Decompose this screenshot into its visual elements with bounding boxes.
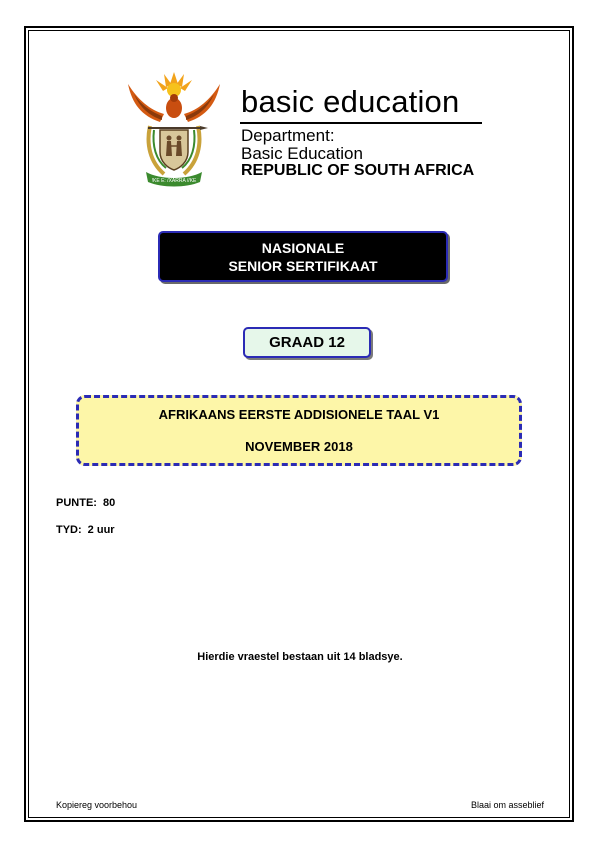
marks-label: PUNTE: xyxy=(56,497,97,509)
department-label: Department: xyxy=(241,126,335,145)
certificate-line1: NASIONALE xyxy=(261,239,345,256)
exam-session: NOVEMBER 2018 xyxy=(245,439,353,454)
subject-title: AFRIKAANS EERSTE ADDISIONELE TAAL V1 xyxy=(158,407,440,422)
certificate-banner xyxy=(158,231,448,282)
certificate-line2: SENIOR SERTIFIKAAT xyxy=(228,257,378,274)
marks-value: 80 xyxy=(102,497,116,509)
copyright-footer: Kopiereg voorbehou xyxy=(56,800,138,810)
coat-of-arms-icon xyxy=(120,64,228,192)
time-label: TYD: xyxy=(56,524,82,536)
time-row xyxy=(56,524,115,536)
brand-divider xyxy=(240,122,482,124)
time-value: 2 uur xyxy=(87,524,115,536)
department-name: Basic Education xyxy=(241,144,363,163)
page-count-note: Hierdie vraestel bestaan uit 14 bladsye. xyxy=(197,651,403,663)
subject-banner xyxy=(76,395,522,466)
turn-page-footer: Blaai om asseblief xyxy=(470,800,544,810)
country-name: REPUBLIC OF SOUTH AFRICA xyxy=(241,162,475,179)
marks-row xyxy=(56,497,115,509)
crest-motto: !KE E: /XARRA //KE xyxy=(151,178,197,184)
grade-badge: GRAAD 12 xyxy=(243,327,371,358)
brand-title: basic education xyxy=(241,84,460,119)
